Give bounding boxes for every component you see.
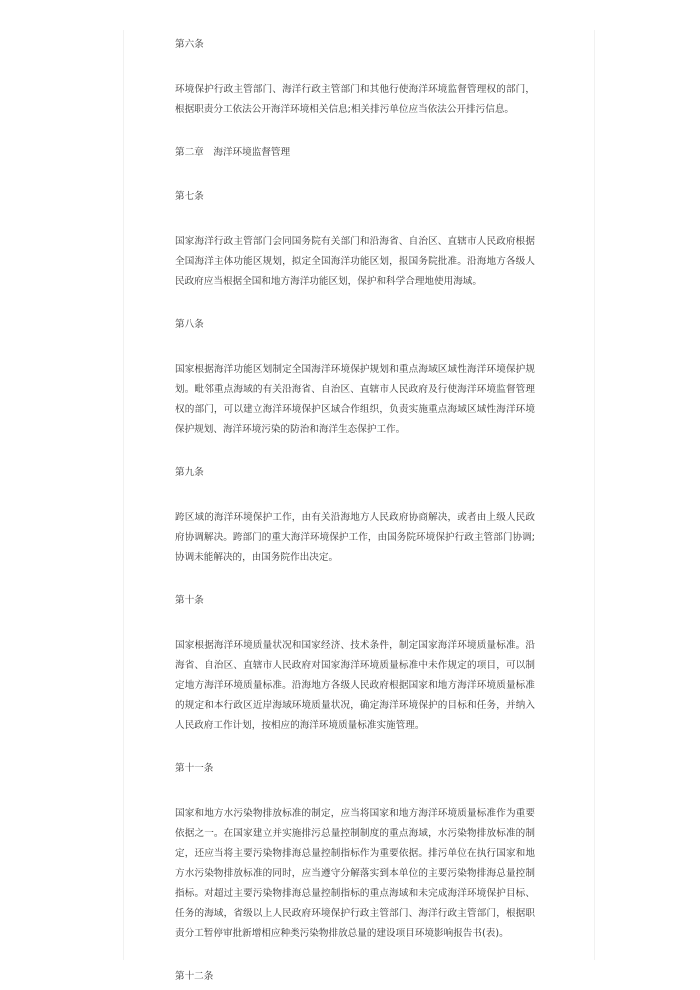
article-heading: 第九条 <box>175 467 204 478</box>
article-heading: 第六条 <box>175 39 204 50</box>
article-paragraph: 跨区域的海洋环境保护工作，由有关沿海地方人民政府协商解决，或者由上级人民政府协调解决。跨部门的重大海洋环境保护工作，由国务院环境保护行政主管部门协调;协调未能解决的，由国务院作出决定。 <box>175 512 535 563</box>
page-border-left <box>123 30 124 960</box>
page-border-right <box>594 30 595 960</box>
article-heading: 第十一条 <box>175 763 214 774</box>
document-body <box>175 36 535 986</box>
article-paragraph: 国家根据海洋环境质量状况和国家经济、技术条件，制定国家海洋环境质量标准。沿海省、自治区、直辖市人民政府对国家海洋环境质量标准中未作规定的项目，可以制定地方海洋环境质量标准。沿海地方各级人民政府根据国家和地方海洋环境质量标准的规定和本行政区近岸海域环境质量状况，确定海洋环境保护的目标和任务，并纳入人民政府工作计划，按相应的海洋环境质量标准实施管理。 <box>175 640 535 731</box>
article-heading: 第十条 <box>175 595 204 606</box>
article-paragraph: 国家和地方水污染物排放标准的制定，应当将国家和地方海洋环境质量标准作为重要依据之一。在国家建立并实施排污总量控制制度的重点海域，水污染物排放标准的制定，还应当将主要污染物排海总量控制指标作为重要依据。排污单位在执行国家和地方水污染物排放标准的同时，应当遵守分解落实到本单位的主要污染物排海总量控制指标。对超过主要污染物排海总量控制指标的重点海域和未完成海洋环境保护目标、任务的海域，省级以上人民政府环境保护行政主管部门、海洋行政主管部门，根据职责分工暂停审批新增相应种类污染物排放总量的建设项目环境影响报告书(表)。 <box>175 808 535 939</box>
article-heading: 第十二条 <box>175 971 214 982</box>
article-paragraph: 国家根据海洋功能区划制定全国海洋环境保护规划和重点海域区域性海洋环境保护规划。毗邻重点海域的有关沿海省、自治区、直辖市人民政府及行使海洋环境监督管理权的部门，可以建立海洋环境保护区域合作组织，负责实施重点海域区域性海洋环境保护规划、海洋环境污染的防治和海洋生态保护工作。 <box>175 364 535 435</box>
article-paragraph: 国家海洋行政主管部门会同国务院有关部门和沿海省、自治区、直辖市人民政府根据全国海洋主体功能区规划，拟定全国海洋功能区划，报国务院批准。沿海地方各级人民政府应当根据全国和地方海洋功能区划，保护和科学合理地使用海域。 <box>175 236 535 287</box>
article-paragraph: 环境保护行政主管部门、海洋行政主管部门和其他行使海洋环境监督管理权的部门，根据职责分工依法公开海洋环境相关信息;相关排污单位应当依法公开排污信息。 <box>175 84 535 115</box>
article-heading: 第八条 <box>175 319 204 330</box>
article-heading: 第七条 <box>175 191 204 202</box>
chapter-heading: 第二章 海洋环境监督管理 <box>175 147 291 158</box>
